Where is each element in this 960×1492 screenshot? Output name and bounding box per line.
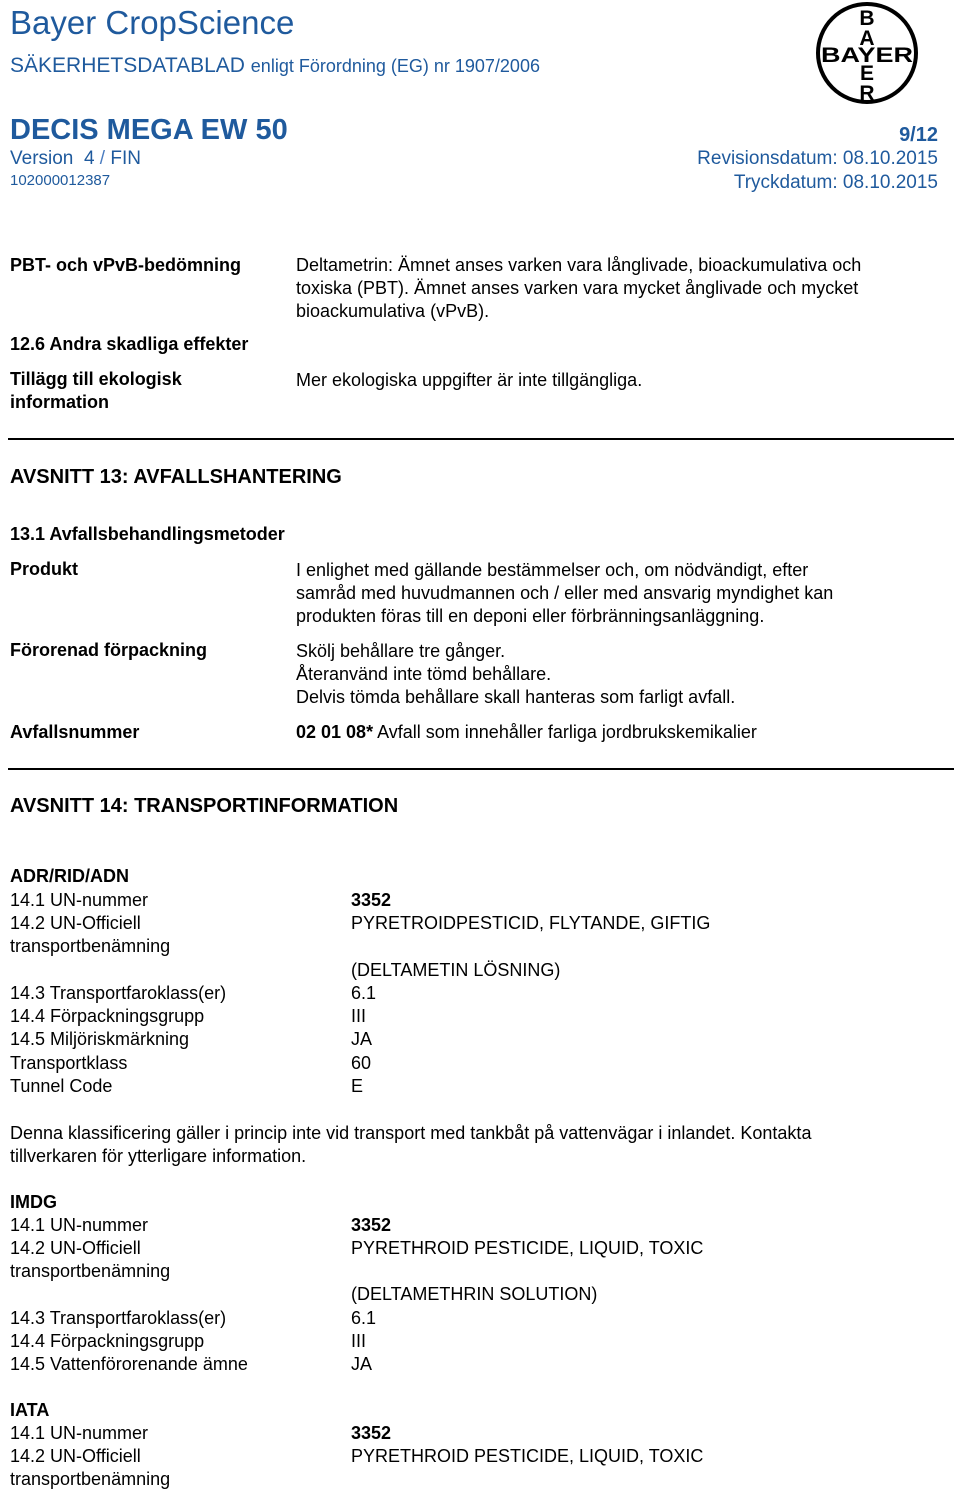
adr-pg-value: III — [351, 1006, 367, 1026]
imdg-class-label: 14.3 Transportfaroklass(er) — [10, 1308, 227, 1328]
iata-name-value-1: PYRETHROID PESTICIDE, LIQUID, TOXIC — [351, 1446, 704, 1466]
version-country: FIN — [110, 148, 141, 169]
imdg-marine-pollutant-value: JA — [351, 1354, 373, 1374]
adr-name-value-1: PYRETROIDPESTICID, FLYTANDE, GIFTIG — [351, 913, 711, 933]
waste-code: 02 01 08* — [296, 722, 374, 742]
adr-heading: ADR/RID/ADN — [10, 866, 129, 886]
version-info — [10, 148, 141, 170]
additional-info-text: Mer ekologiska uppgifter är inte tillgängliga. — [296, 370, 643, 390]
product-line-3: produkten föras till en deponi eller förbränningsanläggning. — [296, 606, 765, 626]
adr-name-label-1: 14.2 UN-Officiell — [10, 913, 141, 933]
adr-tunnel-value: E — [351, 1076, 364, 1096]
logo-letter-b: B — [859, 7, 875, 30]
inland-waterway-note-2: tillverkaren för ytterligare information. — [10, 1146, 307, 1166]
version-number: 4 — [83, 148, 95, 169]
iata-name-label-2: transportbenämning — [10, 1469, 171, 1489]
section-13-title: AVSNITT 13: AVFALLSHANTERING — [10, 466, 342, 488]
packaging-line-1: Skölj behållare tre gånger. — [296, 641, 506, 661]
adr-env-value: JA — [351, 1029, 373, 1049]
adr-class-label: 14.3 Transportfaroklass(er) — [10, 983, 227, 1003]
adr-class-value: 6.1 — [351, 983, 377, 1003]
adr-un-value: 3352 — [351, 890, 392, 910]
imdg-un-value: 3352 — [351, 1215, 392, 1235]
page-number: 9/12 — [899, 124, 938, 146]
section-divider — [8, 438, 954, 440]
logo-letter-a: A — [859, 27, 875, 50]
adr-transport-class-label: Transportklass — [10, 1053, 128, 1073]
waste-number-value — [296, 722, 757, 743]
packaging-line-3: Delvis tömda behållare skall hanteras som farligt avfall. — [296, 687, 736, 707]
imdg-pg-value: III — [351, 1331, 367, 1351]
imdg-name-value-1: PYRETHROID PESTICIDE, LIQUID, TOXIC — [351, 1238, 704, 1258]
print-date: Tryckdatum: 08.10.2015 — [733, 172, 938, 193]
logo-letter-r: R — [859, 82, 875, 105]
imdg-name-label-2: transportbenämning — [10, 1261, 171, 1281]
imdg-un-label: 14.1 UN-nummer — [10, 1215, 149, 1235]
adr-env-label: 14.5 Miljöriskmärkning — [10, 1029, 190, 1049]
pbt-line-1: Deltametrin: Ämnet anses varken vara långlivade, bioackumulativa och — [296, 255, 862, 275]
pbt-label: PBT- och vPvB-bedömning — [10, 255, 242, 275]
additional-info-label-1: Tillägg till ekologisk — [10, 369, 182, 389]
inland-waterway-note-1: Denna klassificering gäller i princip inte vid transport med tankbåt på vattenvägar i inlandet. Kontakta — [10, 1123, 812, 1143]
imdg-pg-label: 14.4 Förpackningsgrupp — [10, 1331, 205, 1351]
product-label: Produkt — [10, 559, 79, 579]
imdg-name-value-2: (DELTAMETHRIN SOLUTION) — [351, 1284, 598, 1304]
section-13-1-subtitle: 13.1 Avfallsbehandlingsmetoder — [10, 524, 285, 544]
additional-info-label-2: information — [10, 392, 109, 412]
imdg-name-label-1: 14.2 UN-Officiell — [10, 1238, 141, 1258]
adr-name-value-2: (DELTAMETIN LÖSNING) — [351, 960, 561, 980]
section-divider — [8, 768, 954, 770]
pbt-line-3: bioackumulativa (vPvB). — [296, 301, 490, 321]
other-effects-heading: 12.6 Andra skadliga effekter — [10, 334, 249, 354]
packaging-line-2: Återanvänd inte tömd behållare. — [296, 664, 552, 684]
product-line-2: samråd med huvudmannen och / eller med ansvarig myndighet kan — [296, 583, 834, 603]
iata-heading: IATA — [10, 1400, 50, 1420]
adr-un-label: 14.1 UN-nummer — [10, 890, 149, 910]
revision-date: Revisionsdatum: 08.10.2015 — [697, 148, 938, 169]
product-name: DECIS MEGA EW 50 — [10, 114, 288, 146]
product-line-1: I enlighet med gällande bestämmelser och, om nödvändigt, efter — [296, 560, 809, 580]
material-number: 102000012387 — [10, 172, 111, 189]
sds-title-main: SÄKERHETSDATABLAD — [10, 54, 245, 77]
section-14-title: AVSNITT 14: TRANSPORTINFORMATION — [10, 795, 399, 817]
adr-transport-class-value: 60 — [351, 1053, 372, 1073]
waste-description: Avfall som innehåller farliga jordbrukskemikalier — [377, 722, 757, 742]
waste-number-label: Avfallsnummer — [10, 722, 140, 742]
bayer-cross-logo-icon — [814, 0, 920, 106]
adr-name-label-2: transportbenämning — [10, 936, 171, 956]
adr-pg-label: 14.4 Förpackningsgrupp — [10, 1006, 205, 1026]
imdg-heading: IMDG — [10, 1192, 57, 1212]
iata-name-label-1: 14.2 UN-Officiell — [10, 1446, 141, 1466]
imdg-marine-pollutant-label: 14.5 Vattenförorenande ämne — [10, 1354, 248, 1374]
version-label: Version — [10, 148, 74, 169]
iata-un-value: 3352 — [351, 1423, 392, 1443]
logo-letter-e: E — [859, 62, 875, 85]
logo-word-bayer: BAYER — [821, 44, 913, 67]
company-name: Bayer CropScience — [10, 4, 295, 41]
adr-tunnel-label: Tunnel Code — [10, 1076, 113, 1096]
sds-title-regulation: enligt Förordning (EG) nr 1907/2006 — [250, 56, 540, 76]
imdg-class-value: 6.1 — [351, 1308, 377, 1328]
version-separator: / — [99, 148, 106, 169]
pbt-line-2: toxiska (PBT). Ämnet anses varken vara mycket ånglivade och mycket — [296, 278, 859, 298]
sds-title — [10, 54, 540, 78]
iata-un-label: 14.1 UN-nummer — [10, 1423, 149, 1443]
packaging-label: Förorenad förpackning — [10, 640, 208, 660]
